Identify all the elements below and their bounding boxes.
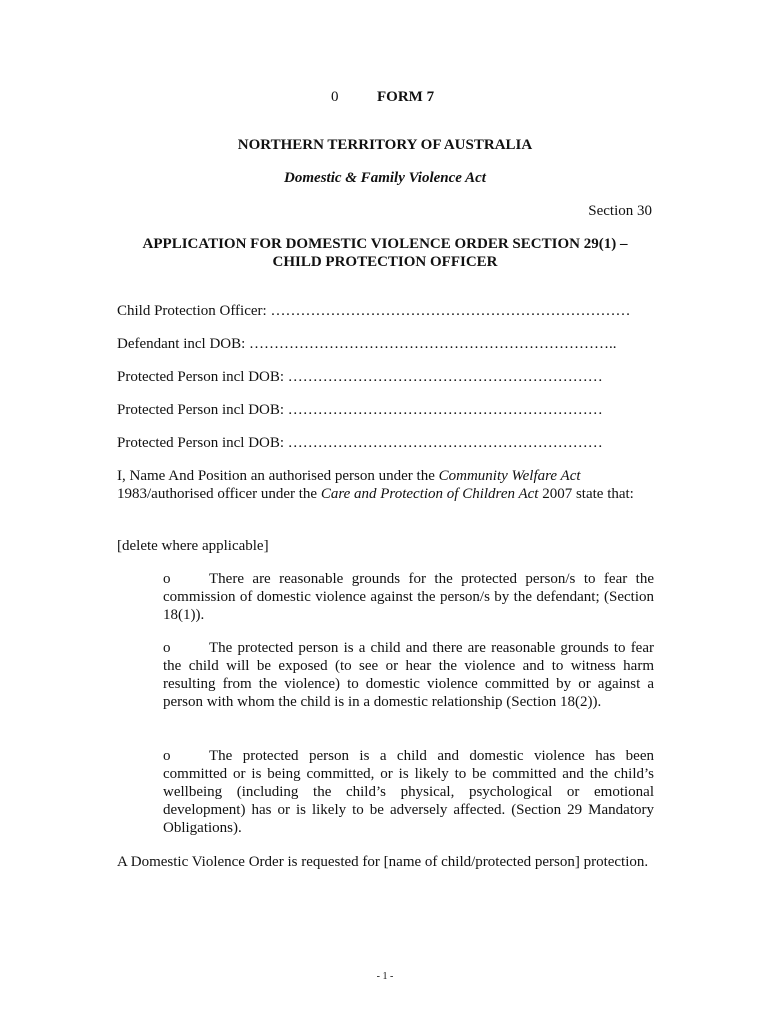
bullet-item xyxy=(163,570,654,624)
form-label: FORM 7 xyxy=(377,89,435,105)
statement-part-3: 2007 state that: xyxy=(538,486,634,502)
statement-part-1: I, Name And Position an authorised person under the xyxy=(117,468,439,484)
field-child-protection-officer: Child Protection Officer: ……………………………………………………………… xyxy=(117,303,631,319)
statement-act-1: Community Welfare Act xyxy=(438,468,581,484)
form-number-prefix: 0 xyxy=(331,89,339,105)
bullet-marker: o xyxy=(163,571,171,587)
authorisation-statement xyxy=(117,467,653,503)
bullet-marker: o xyxy=(163,748,171,764)
page-number: - 1 - xyxy=(376,971,394,982)
section-reference: Section 30 xyxy=(588,203,652,219)
field-protected-person-2: Protected Person incl DOB: ……………………………………………………… xyxy=(117,402,603,418)
field-protected-person-3: Protected Person incl DOB: ……………………………………………………… xyxy=(117,435,603,451)
bullet-item xyxy=(163,747,654,837)
bullet-text: The protected person is a child and there are reasonable grounds to fear the child will be exposed (to see or hear the violence and to witness harm resulting from the violence) to domestic violence committed by or against a person with whom the child is in a domestic relationship (Section 18(2)). xyxy=(163,640,654,710)
application-title-line-1: APPLICATION FOR DOMESTIC VIOLENCE ORDER SECTION 29(1) – xyxy=(142,236,628,252)
application-title-line-2: CHILD PROTECTION OFFICER xyxy=(272,254,498,270)
bullet-text: There are reasonable grounds for the protected person/s to fear the commission of domestic violence against the person/s by the defendant; (Section 18(1)). xyxy=(163,571,654,623)
bullet-text: The protected person is a child and domestic violence has been committed or is being committed, or is likely to be committed and the child’s wellbeing (including the child’s physical, psychological or emotional development) has or is likely to be adversely affected. (Section 29 Mandatory Obligations). xyxy=(163,748,654,836)
order-request: A Domestic Violence Order is requested for [name of child/protected person] protection. xyxy=(117,854,649,870)
statement-act-2: Care and Protection of Children Act xyxy=(320,486,539,502)
field-defendant-dob: Defendant incl DOB: ……………………………………………………………….. xyxy=(117,336,617,352)
act-heading: Domestic & Family Violence Act xyxy=(284,170,486,186)
bullet-item xyxy=(163,639,654,711)
territory-heading: NORTHERN TERRITORY OF AUSTRALIA xyxy=(237,137,533,153)
delete-note: [delete where applicable] xyxy=(117,538,269,554)
application-title xyxy=(100,235,670,271)
field-protected-person-1: Protected Person incl DOB: ……………………………………………………… xyxy=(117,369,603,385)
bullet-marker: o xyxy=(163,640,171,656)
statement-part-2: 1983/authorised officer under the xyxy=(117,486,321,502)
